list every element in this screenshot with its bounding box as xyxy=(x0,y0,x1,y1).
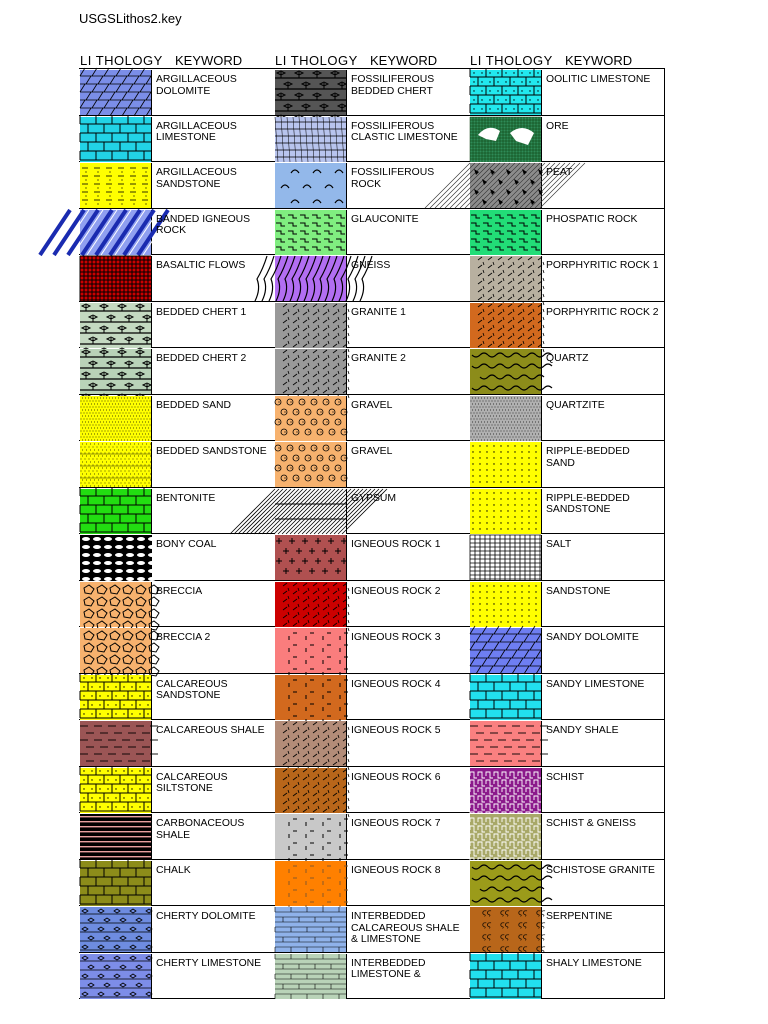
lithology-keyword: PORPHYRITIC ROCK 1 xyxy=(546,260,659,271)
keyword-header: KEYWORD xyxy=(565,53,633,68)
lithology-swatch xyxy=(470,768,542,813)
lithology-keyword: CALCAREOUS SILTSTONE xyxy=(156,771,228,795)
lithology-keyword: PHOSPATIC ROCK xyxy=(546,213,638,225)
lithology-keyword: CALCAREOUS SHALE xyxy=(156,725,265,736)
legend-row xyxy=(469,767,664,814)
lithology-keyword: QUARTZITE xyxy=(546,399,605,411)
lithology-swatch xyxy=(275,535,347,580)
lithology-keyword: BEDDED SAND xyxy=(156,399,232,411)
legend-row xyxy=(79,348,274,395)
lithology-keyword: FOSSILIFEROUS BEDDED CHERT xyxy=(351,74,435,97)
lithology-swatch xyxy=(470,117,542,162)
column-header xyxy=(274,52,469,68)
lithology-swatch xyxy=(470,535,542,580)
legend-row xyxy=(274,627,469,674)
lithology-keyword: BEDDED SANDSTONE xyxy=(156,446,267,457)
lithology-keyword: IGNEOUS ROCK 4 xyxy=(351,678,441,690)
legend-row xyxy=(274,720,469,767)
lithology-swatch xyxy=(470,628,542,673)
legend-row xyxy=(79,906,274,953)
lithology-header: LI THOLOGY xyxy=(80,53,163,68)
lithology-keyword: SALT xyxy=(546,539,572,550)
lithology-swatch xyxy=(470,210,542,255)
lithology-swatch xyxy=(275,814,347,859)
lithology-swatch xyxy=(470,396,542,441)
legend-row xyxy=(79,209,274,256)
legend-row xyxy=(469,488,664,535)
legend-row xyxy=(274,441,469,488)
legend-row xyxy=(79,627,274,674)
svg-text:ϛϛ: ϛϛ xyxy=(518,944,528,953)
lithology-swatch xyxy=(275,303,347,348)
column-header xyxy=(469,52,664,68)
lithology-swatch xyxy=(470,582,542,627)
lithology-keyword: GLAUCONITE xyxy=(351,213,419,225)
lithology-swatch xyxy=(80,349,152,394)
lithology-swatch xyxy=(80,582,152,627)
lithology-keyword: ORE xyxy=(546,120,569,132)
lithology-swatch xyxy=(275,70,347,115)
lithology-swatch xyxy=(80,210,152,255)
keyword-header: KEYWORD xyxy=(370,53,438,68)
lithology-swatch xyxy=(275,489,347,534)
lithology-swatch xyxy=(470,489,542,534)
legend-row xyxy=(79,116,274,163)
lithology-keyword: QUARTZ xyxy=(546,353,589,364)
legend-row xyxy=(469,534,664,581)
legend-row xyxy=(469,69,664,116)
lithology-swatch xyxy=(80,256,152,301)
lithology-swatch xyxy=(80,70,152,115)
legend-row xyxy=(469,348,664,395)
legend-rows xyxy=(469,68,665,999)
legend-row xyxy=(274,255,469,302)
lithology-keyword: GRANITE 1 xyxy=(351,306,406,318)
lithology-keyword: INTERBEDDED LIMESTONE & xyxy=(351,957,426,981)
legend-row xyxy=(469,953,664,1000)
legend-rows xyxy=(274,68,469,999)
legend-row xyxy=(469,627,664,674)
lithology-swatch xyxy=(80,396,152,441)
lithology-keyword: PORPHYRITIC ROCK 2 xyxy=(546,306,659,318)
legend-row xyxy=(274,767,469,814)
svg-text:ϛϛ: ϛϛ xyxy=(500,932,510,941)
lithology-keyword: OOLITIC LIMESTONE xyxy=(546,74,651,85)
lithology-keyword: FOSSILIFEROUS CLASTIC LIMESTONE xyxy=(351,120,458,144)
lithology-keyword: CHERTY LIMESTONE xyxy=(156,957,262,969)
lithology-keyword: RIPPLE-BEDDED SAND xyxy=(546,446,630,469)
legend-row xyxy=(79,813,274,860)
lithology-swatch xyxy=(275,117,347,162)
lithology-keyword: BANDED IGNEOUS ROCK xyxy=(156,213,251,237)
legend-row xyxy=(274,209,469,256)
lithology-swatch xyxy=(470,814,542,859)
lithology-header: LI THOLOGY xyxy=(470,53,553,68)
lithology-swatch xyxy=(470,303,542,348)
lithology-swatch xyxy=(80,535,152,580)
legend-row xyxy=(79,767,274,814)
lithology-swatch xyxy=(80,814,152,859)
legend-row xyxy=(274,674,469,721)
lithology-swatch xyxy=(80,117,152,162)
legend-row xyxy=(274,116,469,163)
lithology-swatch xyxy=(275,396,347,441)
lithology-swatch xyxy=(275,721,347,766)
legend-row xyxy=(274,488,469,535)
legend-row xyxy=(79,581,274,628)
lithology-swatch xyxy=(275,163,347,208)
lithology-swatch xyxy=(80,907,152,952)
legend-column xyxy=(469,52,664,978)
legend-row xyxy=(469,906,664,953)
legend-row xyxy=(469,209,664,256)
lithology-swatch xyxy=(80,768,152,813)
column-header xyxy=(79,52,274,68)
legend-row xyxy=(274,906,469,953)
lithology-swatch xyxy=(470,675,542,720)
svg-text:ϛϛ: ϛϛ xyxy=(482,920,492,929)
lithology-keyword: SANDY DOLOMITE xyxy=(546,632,639,643)
lithology-swatch xyxy=(470,70,542,115)
lithology-swatch xyxy=(275,256,347,301)
svg-text:ϛϛ: ϛϛ xyxy=(536,944,546,953)
lithology-keyword: CHALK xyxy=(156,864,191,876)
lithology-swatch xyxy=(275,582,347,627)
lithology-swatch xyxy=(470,163,542,208)
svg-text:ϛϛ: ϛϛ xyxy=(482,908,492,917)
svg-text:ϛϛ: ϛϛ xyxy=(482,932,492,941)
lithology-swatch xyxy=(80,303,152,348)
svg-text:ϛϛ: ϛϛ xyxy=(536,932,546,941)
legend-rows xyxy=(79,68,274,999)
lithology-keyword: GRAVEL xyxy=(351,446,393,457)
lithology-keyword: GRAVEL xyxy=(351,399,393,411)
legend-row xyxy=(469,674,664,721)
lithology-swatch xyxy=(470,954,542,999)
lithology-keyword: CALCAREOUS SANDSTONE xyxy=(156,678,228,702)
lithology-swatch xyxy=(470,721,542,766)
lithology-swatch xyxy=(275,210,347,255)
lithology-swatch xyxy=(80,163,152,208)
legend-row xyxy=(79,162,274,209)
document-title: USGSLithos2.key xyxy=(79,11,182,26)
lithology-keyword: SCHIST xyxy=(546,771,585,783)
lithology-keyword: BEDDED CHERT 1 xyxy=(156,306,247,318)
legend-row xyxy=(79,255,274,302)
lithology-keyword: GNEISS xyxy=(351,260,391,271)
lithology-swatch xyxy=(80,721,152,766)
keyword-header: KEYWORD xyxy=(175,53,243,68)
legend-row xyxy=(274,813,469,860)
lithology-keyword: BRECCIA 2 xyxy=(156,632,211,643)
lithology-swatch xyxy=(275,954,347,999)
lithology-keyword: FOSSILIFEROUS ROCK xyxy=(351,167,435,190)
lithology-keyword: GYPSUM xyxy=(351,492,397,504)
legend-row xyxy=(274,162,469,209)
lithology-swatch xyxy=(80,628,152,673)
legend-row xyxy=(469,162,664,209)
lithology-legend-table xyxy=(79,52,664,981)
legend-row xyxy=(469,395,664,442)
legend-row xyxy=(79,302,274,349)
lithology-keyword: IGNEOUS ROCK 6 xyxy=(351,771,441,783)
lithology-swatch xyxy=(275,349,347,394)
lithology-keyword: GRANITE 2 xyxy=(351,353,406,364)
lithology-swatch xyxy=(470,442,542,487)
lithology-keyword: BENTONITE xyxy=(156,492,216,504)
lithology-keyword: CARBONACEOUS SHALE xyxy=(156,818,245,841)
lithology-keyword: BRECCIA xyxy=(156,585,203,597)
lithology-swatch xyxy=(80,442,152,487)
legend-row xyxy=(79,860,274,907)
lithology-keyword: CHERTY DOLOMITE xyxy=(156,911,256,922)
legend-row xyxy=(469,860,664,907)
lithology-keyword: RIPPLE-BEDDED SANDSTONE xyxy=(546,492,630,516)
lithology-keyword: SANDSTONE xyxy=(546,585,611,597)
lithology-keyword: IGNEOUS ROCK 7 xyxy=(351,818,441,829)
lithology-swatch xyxy=(80,861,152,906)
legend-row xyxy=(469,581,664,628)
lithology-swatch xyxy=(470,349,542,394)
lithology-keyword: BASALTIC FLOWS xyxy=(156,260,246,271)
svg-text:ϛϛ: ϛϛ xyxy=(500,920,510,929)
lithology-swatch xyxy=(275,768,347,813)
legend-row xyxy=(274,69,469,116)
lithology-swatch xyxy=(470,861,542,906)
legend-row xyxy=(274,953,469,1000)
legend-row xyxy=(274,348,469,395)
legend-column xyxy=(274,52,469,981)
legend-row xyxy=(79,69,274,116)
legend-row xyxy=(274,581,469,628)
lithology-keyword: BEDDED CHERT 2 xyxy=(156,353,247,364)
svg-text:ϛϛ: ϛϛ xyxy=(518,932,528,941)
lithology-swatch xyxy=(80,489,152,534)
legend-row xyxy=(79,720,274,767)
legend-column xyxy=(79,52,274,978)
lithology-swatch xyxy=(80,954,152,999)
svg-text:ϛϛ: ϛϛ xyxy=(518,920,528,929)
lithology-keyword: IGNEOUS ROCK 5 xyxy=(351,725,441,736)
lithology-swatch xyxy=(275,907,347,952)
lithology-header: LI THOLOGY xyxy=(275,53,358,68)
svg-text:ϛϛ: ϛϛ xyxy=(500,944,510,953)
lithology-keyword: BONY COAL xyxy=(156,539,217,550)
lithology-keyword: SHALY LIMESTONE xyxy=(546,957,642,969)
lithology-swatch xyxy=(275,628,347,673)
legend-row xyxy=(469,720,664,767)
lithology-keyword: ARGILLACEOUS LIMESTONE xyxy=(156,120,237,144)
legend-row xyxy=(274,860,469,907)
lithology-keyword: SCHISTOSE GRANITE xyxy=(546,864,655,876)
lithology-keyword: SANDY SHALE xyxy=(546,725,619,736)
legend-row xyxy=(469,441,664,488)
lithology-keyword: SANDY LIMESTONE xyxy=(546,678,645,690)
legend-row xyxy=(274,302,469,349)
legend-row xyxy=(79,534,274,581)
legend-row xyxy=(469,302,664,349)
legend-row xyxy=(469,255,664,302)
legend-row xyxy=(469,813,664,860)
lithology-keyword: IGNEOUS ROCK 1 xyxy=(351,539,441,550)
svg-text:ϛϛ: ϛϛ xyxy=(482,944,492,953)
legend-row xyxy=(79,395,274,442)
lithology-swatch xyxy=(275,675,347,720)
lithology-swatch xyxy=(275,861,347,906)
lithology-keyword: INTERBEDDED CALCAREOUS SHALE & LIMESTONE xyxy=(351,911,460,946)
lithology-swatch xyxy=(470,256,542,301)
svg-text:ϛϛ: ϛϛ xyxy=(500,908,510,917)
lithology-swatch xyxy=(80,675,152,720)
svg-text:ϛϛ: ϛϛ xyxy=(518,908,528,917)
lithology-keyword: IGNEOUS ROCK 3 xyxy=(351,632,441,643)
lithology-keyword: SCHIST & GNEISS xyxy=(546,818,636,829)
lithology-keyword: ARGILLACEOUS SANDSTONE xyxy=(156,167,237,190)
legend-row xyxy=(274,534,469,581)
lithology-keyword: IGNEOUS ROCK 8 xyxy=(351,864,441,876)
lithology-keyword: SERPENTINE xyxy=(546,911,613,922)
lithology-swatch xyxy=(275,442,347,487)
lithology-keyword: IGNEOUS ROCK 2 xyxy=(351,585,441,597)
legend-row xyxy=(79,441,274,488)
legend-row xyxy=(79,674,274,721)
legend-row xyxy=(79,953,274,1000)
svg-text:ϛϛ: ϛϛ xyxy=(536,908,546,917)
lithology-keyword: ARGILLACEOUS DOLOMITE xyxy=(156,74,237,97)
legend-row xyxy=(469,116,664,163)
lithology-swatch xyxy=(470,907,546,953)
lithology-keyword: PEAT xyxy=(546,167,573,178)
legend-row xyxy=(274,395,469,442)
svg-text:ϛϛ: ϛϛ xyxy=(536,920,546,929)
